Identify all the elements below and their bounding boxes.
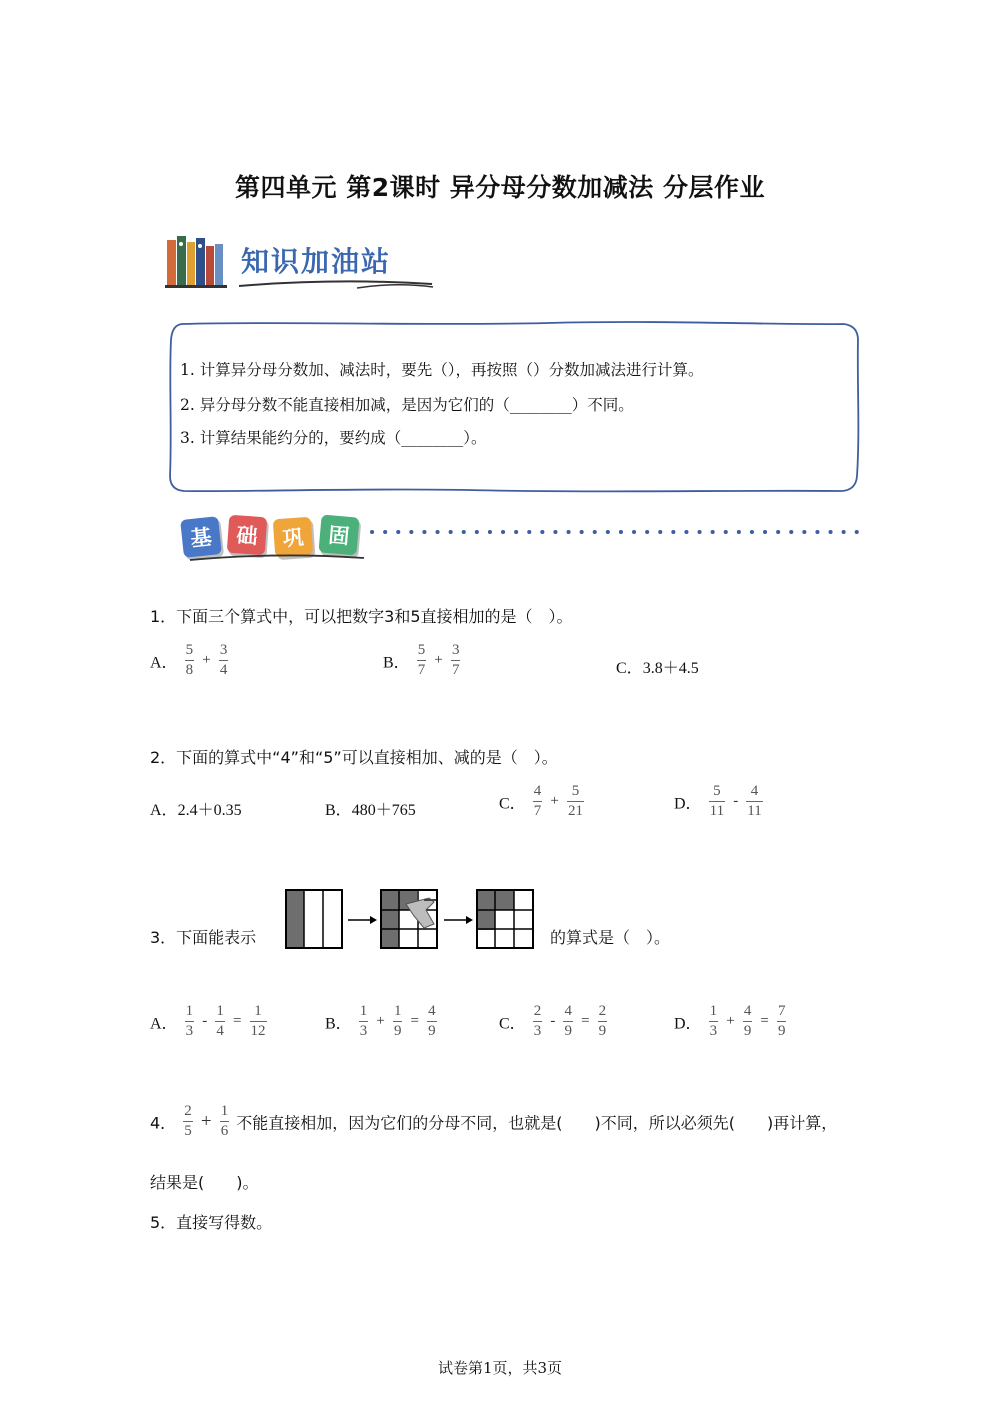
fraction: $\frac{2}{3}$ bbox=[533, 1003, 542, 1040]
page-footer: 试卷第1页，共3页 bbox=[437, 1359, 563, 1377]
knowledge-banner-label: 知识加油站 bbox=[241, 245, 392, 278]
fraction-diagram bbox=[284, 888, 536, 952]
fraction: $\frac{1}{6}$ bbox=[220, 1103, 229, 1140]
fraction: $\frac{1}{12}$ bbox=[250, 1003, 266, 1040]
q3-stem-before: 3．下面能表示 bbox=[150, 928, 257, 947]
q2-option-d[interactable]: D． $\frac{5}{11}$ - $\frac{4}{11}$ bbox=[674, 783, 762, 820]
q5-stem: 5．直接写得数。 bbox=[150, 1213, 273, 1232]
q1-stem: 1．下面三个算式中，可以把数字3和5直接相加的是（ ）。 bbox=[150, 607, 573, 626]
fraction: $\frac{1}{4}$ bbox=[216, 1003, 224, 1040]
fraction: $\frac{2}{5}$ bbox=[184, 1103, 192, 1140]
fraction: $\frac{5}{8}$ bbox=[185, 642, 194, 679]
fraction: $\frac{4}{11}$ bbox=[747, 783, 762, 820]
banner-tile-3: 巩 bbox=[273, 517, 314, 558]
banner-underline bbox=[237, 276, 437, 290]
q2-option-c[interactable]: C． $\frac{4}{7}$ + $\frac{5}{21}$ bbox=[499, 783, 583, 820]
fraction: $\frac{4}{9}$ bbox=[564, 1003, 572, 1040]
banner-tile-1: 基 bbox=[180, 516, 222, 558]
q1-option-c[interactable]: C．3.8＋4.5 bbox=[616, 660, 699, 677]
fraction: $\frac{1}{9}$ bbox=[393, 1003, 402, 1040]
dotted-divider bbox=[370, 528, 866, 536]
fraction: $\frac{1}{3}$ bbox=[359, 1003, 368, 1040]
q2-option-b[interactable]: B．480＋765 bbox=[325, 802, 416, 819]
knowledge-line-3: 3. 计算结果能约分的，要约成（________）。 bbox=[180, 429, 487, 447]
banner-tile-4: 固 bbox=[318, 514, 359, 555]
knowledge-line-2: 2. 异分母分数不能直接相加减，是因为它们的（________）不同。 bbox=[180, 396, 634, 414]
fraction: $\frac{3}{4}$ bbox=[219, 642, 228, 679]
page-title: 第四单元 第2课时 异分母分数加减法 分层作业 bbox=[234, 173, 765, 202]
q4-line-2: 结果是( )。 bbox=[150, 1173, 259, 1192]
q2-option-a[interactable]: A．2.4＋0.35 bbox=[150, 802, 242, 819]
books-icon bbox=[165, 232, 235, 290]
q2-stem: 2．下面的算式中“4”和“5”可以直接相加、减的是（ ）。 bbox=[150, 748, 558, 767]
consolidation-banner bbox=[178, 514, 868, 564]
fraction: $\frac{5}{21}$ bbox=[567, 783, 583, 820]
fraction: $\frac{5}{7}$ bbox=[417, 642, 426, 679]
knowledge-banner bbox=[165, 232, 435, 294]
fraction: $\frac{2}{9}$ bbox=[598, 1003, 607, 1040]
q3-stem-after: 的算式是（ ）。 bbox=[550, 928, 671, 947]
fraction: $\frac{1}{3}$ bbox=[185, 1003, 194, 1040]
knowledge-line-1: 1. 计算异分母分数加、减法时，要先（），再按照（）分数加减法进行计算。 bbox=[180, 361, 704, 379]
fraction: $\frac{5}{11}$ bbox=[709, 783, 725, 820]
q1-option-b[interactable]: B． $\frac{5}{7}$ + $\frac{3}{7}$ bbox=[383, 642, 460, 679]
q4-line-1: 4． $\frac{2}{5}$ + $\frac{1}{6}$ 不能直接相加，因为它们的分母不同，也就是( )不同，所以必须先( )再计算， bbox=[150, 1103, 838, 1140]
banner-tile-2: 础 bbox=[227, 515, 268, 556]
fraction: $\frac{1}{3}$ bbox=[709, 1003, 718, 1040]
q1-option-a[interactable]: A． $\frac{5}{8}$ + $\frac{3}{4}$ bbox=[150, 642, 228, 679]
fraction: $\frac{4}{9}$ bbox=[428, 1003, 436, 1040]
fraction: $\frac{4}{9}$ bbox=[743, 1003, 752, 1040]
q3-option-a[interactable]: A． $\frac{1}{3}$ - $\frac{1}{4}$ = $\frac{1}{12}$ bbox=[150, 1003, 266, 1040]
q3-option-d[interactable]: D． $\frac{1}{3}$ + $\frac{4}{9}$ = $\frac{7}{9}$ bbox=[674, 1003, 786, 1040]
banner-underline-2 bbox=[188, 552, 368, 564]
fraction: $\frac{4}{7}$ bbox=[533, 783, 542, 820]
fraction: $\frac{7}{9}$ bbox=[777, 1003, 786, 1040]
q3-option-c[interactable]: C． $\frac{2}{3}$ - $\frac{4}{9}$ = $\frac{2}{9}$ bbox=[499, 1003, 607, 1040]
q3-option-b[interactable]: B． $\frac{1}{3}$ + $\frac{1}{9}$ = $\frac{4}{9}$ bbox=[325, 1003, 436, 1040]
fraction: $\frac{3}{7}$ bbox=[451, 642, 460, 679]
